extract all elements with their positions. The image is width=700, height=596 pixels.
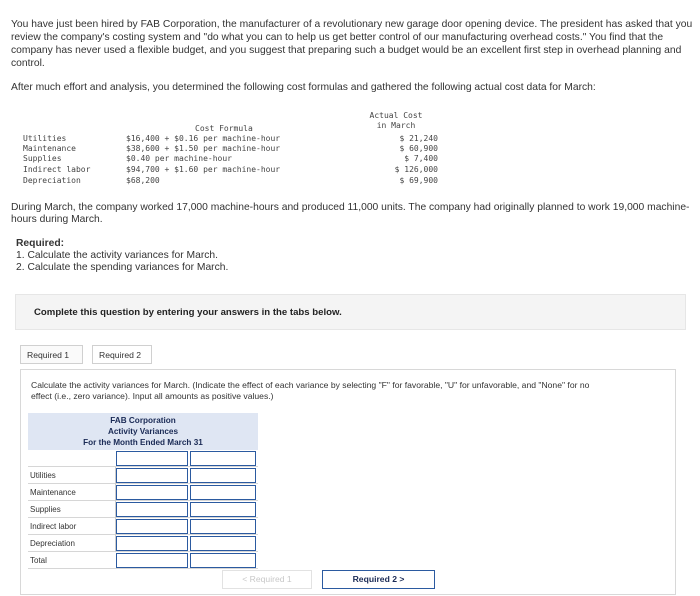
required-section xyxy=(16,238,228,274)
maintenance-amount-input[interactable] xyxy=(116,485,188,500)
actual-cost-header-line1: Actual Cost xyxy=(369,111,423,120)
cost-row-formula: $38,600 + $1.50 per machine-hour xyxy=(126,144,281,153)
problem-after-text: After much effort and analysis, you determined the following cost formulas and gathered the following actual cost data for March: xyxy=(11,82,596,93)
variance-table-header xyxy=(28,413,258,450)
variance-row-label: Maintenance xyxy=(28,484,116,501)
variance-row-maintenance xyxy=(28,484,258,501)
cost-row-name: Utilities xyxy=(23,134,67,143)
cost-row-actual: $ 69,900 xyxy=(399,176,438,185)
indirect-labor-amount-input[interactable] xyxy=(116,519,188,534)
activity-variance-table xyxy=(28,413,258,569)
cost-row-name: Depreciation xyxy=(23,176,81,185)
cost-row-actual: $ 7,400 xyxy=(404,154,438,163)
variance-row-label: Total xyxy=(30,556,47,565)
cost-formula-header: Cost Formula xyxy=(195,124,253,133)
utilities-effect-select[interactable] xyxy=(190,468,256,483)
complete-prompt-box xyxy=(15,294,686,330)
column-header-amount xyxy=(116,451,188,466)
problem-intro: You have just been hired by FAB Corporation, the manufacturer of a revolutionary new garage door opening device. The president has asked that you review the company's costing system and "do what you can to help us get better control of our manufacturing overhead costs." You find that the company has never used a flexible budget, and you suggest that preparing such a budget would be an excellent first step in overhead planning and control. xyxy=(11,19,693,69)
actual-cost-header-line2: in March xyxy=(376,121,416,130)
variance-column-header-row xyxy=(28,450,258,467)
cost-row-formula: $94,700 + $1.60 per machine-hour xyxy=(126,165,281,174)
required-item-1: 1. Calculate the activity variances for March. xyxy=(16,250,219,261)
required-item-2: 2. Calculate the spending variances for March. xyxy=(16,262,229,273)
depreciation-amount-input[interactable] xyxy=(116,536,188,551)
cost-row-name: Maintenance xyxy=(23,144,76,153)
cost-row-formula: $0.40 per machine-hour xyxy=(126,154,232,163)
column-header-effect xyxy=(190,451,256,466)
cost-row-actual: $ 126,000 xyxy=(394,165,438,174)
variance-row-label: Supplies xyxy=(28,501,116,518)
variance-row-depreciation xyxy=(28,535,258,552)
actual-cost-header xyxy=(366,111,426,131)
tab-required-2[interactable]: Required 2 xyxy=(92,345,152,364)
report-name: Activity Variances xyxy=(107,427,179,436)
total-effect-select[interactable] xyxy=(190,553,256,568)
depreciation-effect-select[interactable] xyxy=(190,536,256,551)
cost-row-formula: $16,400 + $0.16 per machine-hour xyxy=(126,134,281,143)
instructions-text: Calculate the activity variances for March. (Indicate the effect of each variance by selecting "F" for favorable, "U" for unfavorable, and "None" for no effect (i.e., zero variance). Input all amounts as positive values.) xyxy=(31,380,590,401)
next-required-button[interactable]: Required 2 > xyxy=(322,570,435,589)
variance-row-indirect-labor xyxy=(28,518,258,535)
cost-row-name: Supplies xyxy=(23,154,62,163)
tab-panel-required-1 xyxy=(20,369,676,595)
variance-row-total xyxy=(28,552,258,569)
company-name: FAB Corporation xyxy=(110,416,176,425)
variance-row-label: Utilities xyxy=(28,467,116,484)
complete-prompt-text: Complete this question by entering your answers in the tabs below. xyxy=(34,307,342,318)
report-period: For the Month Ended March 31 xyxy=(83,438,203,447)
variance-row-supplies xyxy=(28,501,258,518)
utilities-amount-input[interactable] xyxy=(116,468,188,483)
variance-row-label: Indirect labor xyxy=(28,518,116,535)
cost-row-actual: $ 21,240 xyxy=(399,134,438,143)
variance-row-utilities xyxy=(28,467,258,484)
cost-row-actual: $ 60,900 xyxy=(399,144,438,153)
variance-row-label: Depreciation xyxy=(28,535,116,552)
indirect-labor-effect-select[interactable] xyxy=(190,519,256,534)
required-title: Required: xyxy=(16,238,65,249)
tab-required-1[interactable]: Required 1 xyxy=(20,345,83,364)
supplies-effect-select[interactable] xyxy=(190,502,256,517)
maintenance-effect-select[interactable] xyxy=(190,485,256,500)
cost-row-formula: $68,200 xyxy=(126,176,160,185)
prev-required-button[interactable]: < Required 1 xyxy=(222,570,312,589)
supplies-amount-input[interactable] xyxy=(116,502,188,517)
problem-during-text: During March, the company worked 17,000 machine-hours and produced 11,000 units. The company had originally planned to work 19,000 machine-hours during March. xyxy=(11,202,690,225)
cost-row-name: Indirect labor xyxy=(23,165,91,174)
total-amount-input[interactable] xyxy=(116,553,188,568)
